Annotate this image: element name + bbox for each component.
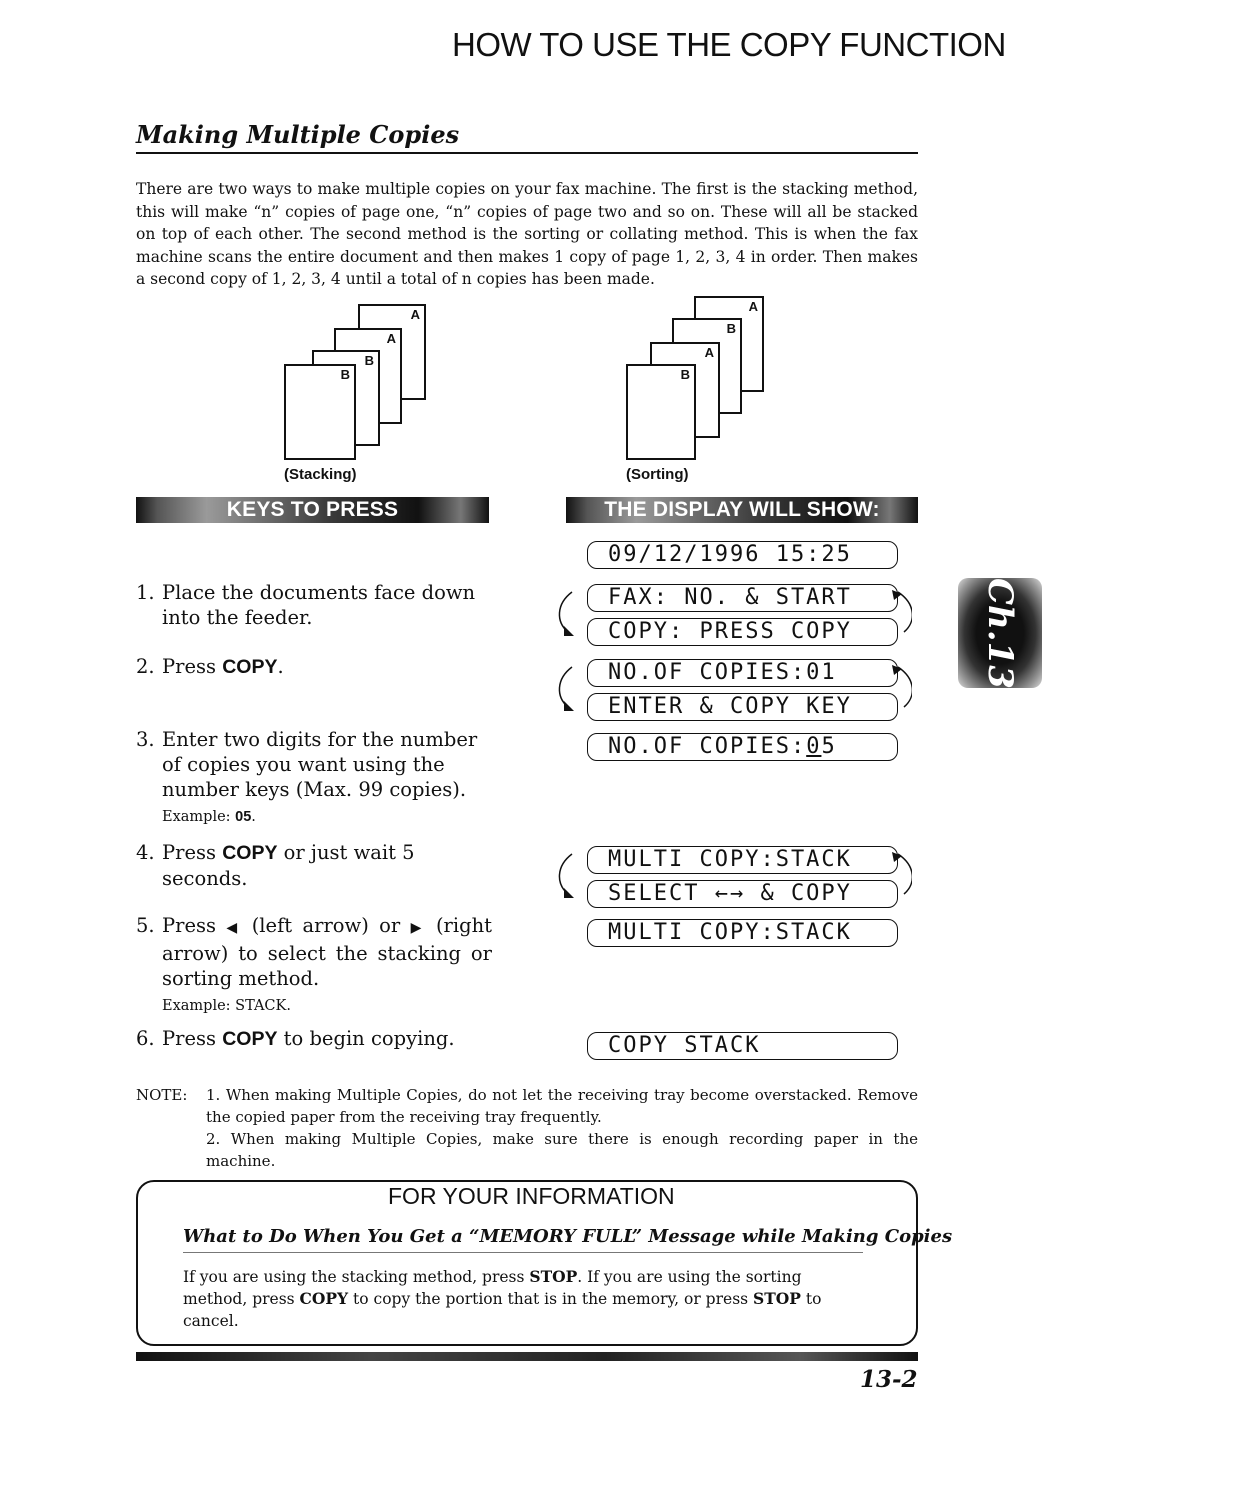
stack-sheet-4 [284, 364, 356, 460]
stacking-caption: (Stacking) [284, 466, 357, 483]
stack-sheet-4-letter: B [340, 367, 350, 382]
keys-to-press-label: KEYS TO PRESS [226, 498, 399, 521]
right-arrow-icon: ▶ [410, 920, 426, 936]
lcd-select-copy: SELECT ←→ & COPY [587, 880, 898, 908]
step-4-number: 4. [136, 841, 155, 864]
step-3-text: Enter two digits for the number of copies you want using the number keys (Max. 99 copies). [162, 728, 478, 801]
stack-sheet-2-letter: A [386, 331, 396, 346]
lcd-cursor-digit: 0 [806, 734, 822, 759]
sorting-figure [622, 292, 782, 460]
page-title: HOW TO USE THE COPY FUNCTION [452, 26, 1006, 63]
lcd-no-of-copies-01: NO.OF COPIES:01 [587, 659, 898, 687]
step-1-number: 1. [136, 581, 155, 604]
step-6 [136, 1026, 496, 1052]
sort-sheet-4-letter: B [680, 367, 690, 382]
step-5-post: (right arrow) to select the stacking or sorting method. [162, 914, 492, 990]
display-will-show-label: THE DISPLAY WILL SHOW: [604, 498, 880, 521]
fyi-body [183, 1266, 867, 1332]
copy-key: COPY [222, 1028, 278, 1050]
step-5-number: 5. [136, 914, 155, 937]
fyi-body-1: If you are using the stacking method, press [183, 1268, 530, 1286]
step-5-example: Example: STACK. [162, 998, 291, 1014]
alternating-display-arrows-3 [552, 844, 912, 914]
step-3-example-end: . [251, 809, 256, 825]
page-number: 13-2 [860, 1366, 918, 1393]
note-item-2: 2. When making Multiple Copies, make sure there is enough recording paper in the machine. [206, 1130, 918, 1170]
step-1-text: Place the documents face down into the feeder. [162, 581, 476, 629]
intro-paragraph: There are two ways to make multiple copies on your fax machine. The first is the stacking method, this will make “n” copies of page one, “n” copies of page two and so on. These will all be stacked on top of each other. The second method is the sorting or collating method. This is when the fax machine scans the entire document and then makes 1 copy of page 1, 2, 3, 4 in order. Then makes a second copy of 1, 2, 3, 4 until a total of n copies has been made. [136, 180, 918, 288]
lcd-no-of-copies-05 [587, 733, 898, 761]
note-block [136, 1084, 918, 1174]
display-will-show-banner [566, 497, 918, 523]
copy-key: COPY [222, 842, 278, 864]
step-2-pre: Press [162, 655, 223, 678]
fyi-body-2: . If you are using the sorting method, press [183, 1268, 802, 1308]
fyi-subtitle-rule [183, 1252, 863, 1253]
step-6-number: 6. [136, 1027, 155, 1050]
step-3-example-label: Example: [162, 809, 236, 825]
stack-sheet-3-letter: B [364, 353, 374, 368]
stacking-figure [280, 300, 440, 460]
note-label: NOTE: [136, 1086, 188, 1104]
keys-to-press-banner [136, 497, 489, 523]
sorting-caption: (Sorting) [626, 466, 689, 483]
alternating-display-arrows-2 [552, 657, 912, 727]
lcd-fax-start: FAX: NO. & START [587, 584, 898, 612]
alternating-display-arrows-1 [552, 582, 912, 652]
fyi-subtitle: What to Do When You Get a “MEMORY FULL” Message while Making Copies [183, 1226, 953, 1247]
step-4-post: or just wait 5 seconds. [162, 841, 415, 890]
sort-sheet-2-letter: B [726, 321, 736, 336]
copy-key: COPY [299, 1289, 349, 1308]
section-divider [136, 152, 918, 154]
step-6-post: to begin copying. [277, 1027, 455, 1050]
step-3-number: 3. [136, 728, 155, 751]
sort-sheet-3-letter: A [704, 345, 714, 360]
lcd-multi-copy-stack: MULTI COPY:STACK [587, 846, 898, 874]
sort-sheet-1-letter: A [748, 299, 758, 314]
step-2 [136, 654, 496, 680]
lcd-date-time: 09/12/1996 15:25 [587, 541, 898, 569]
step-5 [136, 913, 496, 1013]
lcd-no-of-copies-05-prefix: NO.OF COPIES: [608, 734, 807, 759]
fyi-body-4: to cancel. [183, 1290, 822, 1330]
step-4 [136, 840, 496, 890]
lcd-no-of-copies-05-suffix: 5 [821, 734, 837, 759]
sort-sheet-4 [626, 364, 696, 460]
step-5-mid: (left arrow) or [241, 914, 411, 937]
step-1 [136, 580, 496, 630]
lcd-copy-press: COPY: PRESS COPY [587, 618, 898, 646]
lcd-multi-copy-stack-selected: MULTI COPY:STACK [587, 919, 898, 947]
footer-bar [136, 1352, 918, 1361]
copy-key: COPY [222, 656, 278, 678]
step-3-example-value: 05 [235, 809, 252, 825]
left-arrow-icon: ◀ [226, 920, 242, 936]
step-4-pre: Press [162, 841, 223, 864]
step-2-post: . [277, 655, 284, 678]
fyi-body-3: to copy the portion that is in the memory, or press [348, 1290, 754, 1308]
step-2-number: 2. [136, 655, 155, 678]
stop-key: STOP [753, 1289, 801, 1308]
step-5-pre: Press [162, 914, 227, 937]
section-title: Making Multiple Copies [136, 120, 460, 149]
step-6-pre: Press [162, 1027, 223, 1050]
chapter-tab [958, 578, 1042, 688]
lcd-enter-copy-key: ENTER & COPY KEY [587, 693, 898, 721]
chapter-tab-label: Ch.13 [980, 578, 1020, 689]
fyi-title: FOR YOUR INFORMATION [382, 1183, 681, 1210]
step-3 [136, 727, 496, 827]
stop-key: STOP [529, 1267, 578, 1286]
note-item-1: 1. When making Multiple Copies, do not let the receiving tray become overstacked. Remove the copied paper from the receiving tray frequently. [206, 1086, 918, 1126]
stack-sheet-1-letter: A [410, 307, 420, 322]
lcd-copy-stack: COPY STACK [587, 1032, 898, 1060]
